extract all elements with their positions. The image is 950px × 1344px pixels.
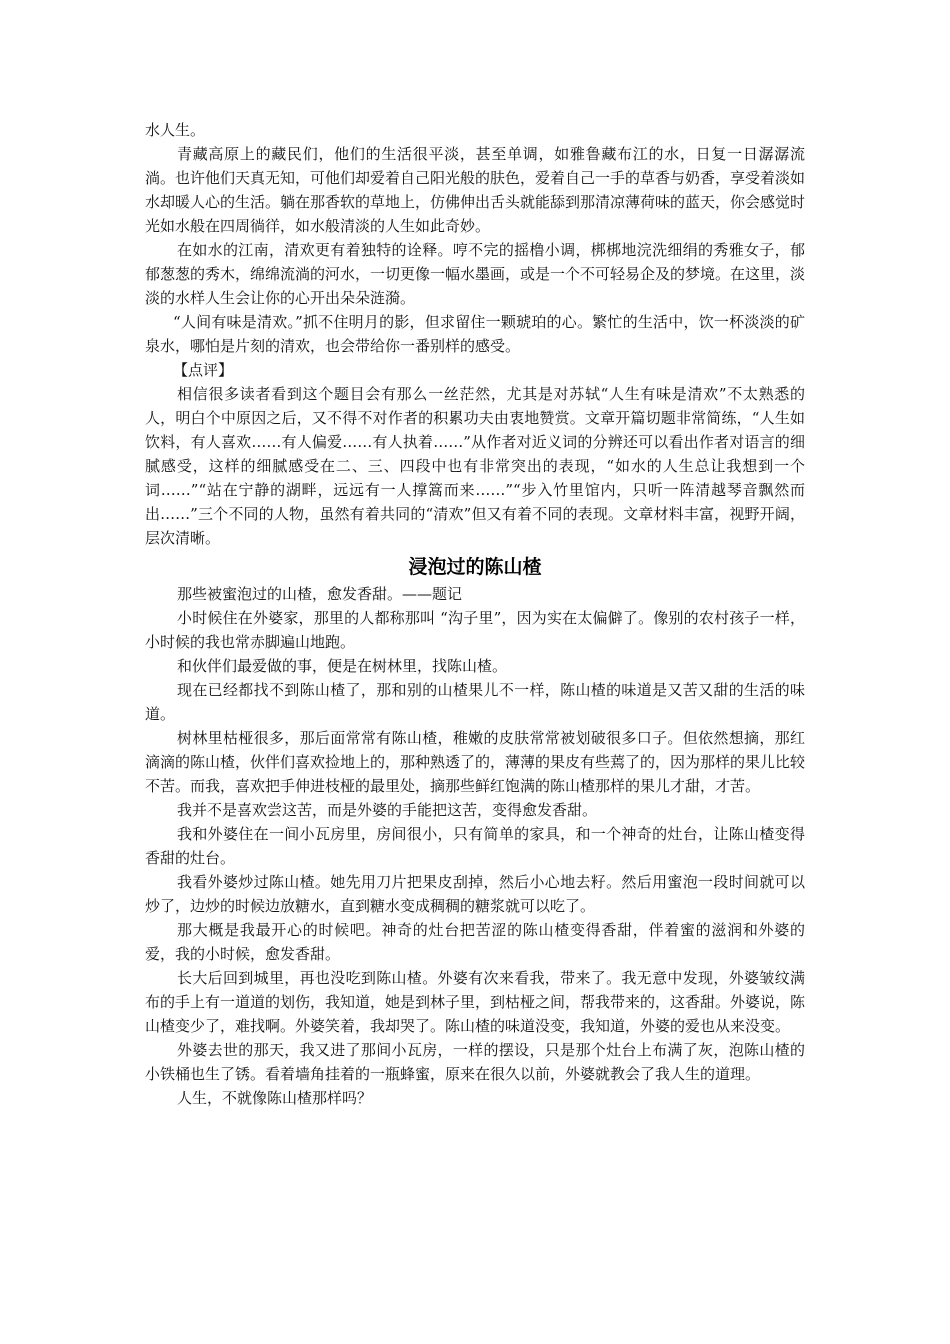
document-page: [145, 118, 805, 1110]
paragraph-7: 我看外婆炒过陈山楂。她先用刀片把果皮刮掉，然后小心地去籽。然后用蜜泡一段时间就可以炒了，边炒的时候边放糖水，直到糖水变成稠稠的糖浆就可以吃了。: [145, 873, 805, 915]
paragraph-1: 小时候住在外婆家，那里的人都称那叫 “沟子里”，因为实在太偏僻了。像别的农村孩子一样，小时候的我也常赤脚遍山地跑。: [145, 609, 805, 651]
paragraph-6: 我和外婆住在一间小瓦房里，房间很小，只有简单的家具，和一个神奇的灶台，让陈山楂变得香甜的灶台。: [145, 825, 805, 867]
paragraph-9: 长大后回到城里，再也没吃到陈山楂。外婆有次来看我，带来了。我无意中发现，外婆皱纹满布的手上有一道道的划伤，我知道，她是到林子里，到枯桠之间，帮我带来的，这香甜。外婆说，陈山楂变少了，难找啊。外婆笑着，我却哭了。陈山楂的味道没变，我知道，外婆的爱也从来没变。: [145, 969, 806, 1035]
paragraph-8: 那大概是我最开心的时候吧。神奇的灶台把苦涩的陈山楂变得香甜，伴着蜜的滋润和外婆的爱，我的小时候，愈发香甜。: [145, 921, 805, 963]
paragraph-10: 外婆去世的那天，我又进了那间小瓦房，一样的摆设，只是那个灶台上布满了灰，泡陈山楂的小铁桶也生了锈。看着墙角挂着的一瓶蜂蜜，原来在很久以前，外婆就教会了我人生的道理。: [145, 1041, 805, 1083]
paragraph-tibet: 青藏高原上的藏民们，他们的生活很平淡，甚至单调，如雅鲁藏布江的水，日复一日潺潺流淌。也许他们天真无知，可他们却爱着自己阳光般的肤色，爱着自己一手的草香与奶香，享受着淡如水却暖人心的生活。躺在那香软的草地上，仿佛伸出舌头就能舔到那清凉薄荷味的蓝天，你会感觉时光如水般在四周徜徉，如水般清淡的人生如此奇妙。: [145, 145, 806, 235]
epigraph: 那些被蜜泡过的山楂，愈发香甜。——题记: [177, 585, 463, 603]
paragraph-11: 人生，不就像陈山楂那样吗？: [177, 1089, 373, 1107]
essay-title: 浸泡过的陈山楂: [408, 556, 542, 578]
paragraph-4: 树林里枯桠很多，那后面常常有陈山楂，稚嫩的皮肤常常被划破很多口子。但依然想摘，那红滴滴的陈山楂，伙伴们喜欢捡地上的，那种熟透了的，薄薄的果皮有些蔫了的，因为那样的果儿比较不苦。而我，喜欢把手伸进枝桠的最里处，摘那些鲜红饱满的陈山楂那样的果儿才甜，才苦。: [145, 729, 806, 795]
comment-paragraph: 相信很多读者看到这个题目会有那么一丝茫然，尤其是对苏轼“人生有味是清欢”不太熟悉的人，明白个中原因之后，又不得不对作者的积累功夫由衷地赞赏。文章开篇切题非常简练，“人生如饮料，有人喜欢……有人偏爱……有人执着……”从作者对近义词的分辨还可以看出作者对语言的细腻感受，这样的细腻感受在二、三、四段中也有非常突出的表现，“如水的人生总让我想到一个词……”“站在宁静的湖畔，远远有一人撑篙而来……”“步入竹里馆内，只听一阵清越琴音飘然而出……”三个不同的人物，虽然有着共同的“清欢”但又有着不同的表现。文章材料丰富，视野开阔，层次清晰。: [145, 385, 805, 547]
paragraph-quote: “人间有味是清欢。”抓不住明月的影，但求留住一颗琥珀的心。繁忙的生活中，饮一杯淡淡的矿泉水，哪怕是片刻的清欢，也会带给你一番别样的感受。: [145, 313, 805, 355]
paragraph-fragment: 水人生。: [145, 121, 206, 139]
paragraph-jiangnan: 在如水的江南，清欢更有着独特的诠释。哼不完的摇橹小调，梆梆地浣洗细绢的秀雅女子，郁郁葱葱的秀木，绵绵流淌的河水，一切更像一幅水墨画，或是一个不可轻易企及的梦境。在这里，淡淡的水样人生会让你的心开出朵朵涟漪。: [145, 241, 806, 307]
paragraph-3: 现在已经都找不到陈山楂了，那和别的山楂果儿不一样，陈山楂的味道是又苦又甜的生活的味道。: [145, 681, 805, 723]
paragraph-2: 和伙伴们最爱做的事，便是在树林里，找陈山楂。: [177, 657, 508, 675]
comment-heading: 【点评】: [173, 361, 234, 379]
paragraph-5: 我并不是喜欢尝这苦，而是外婆的手能把这苦，变得愈发香甜。: [177, 801, 598, 819]
